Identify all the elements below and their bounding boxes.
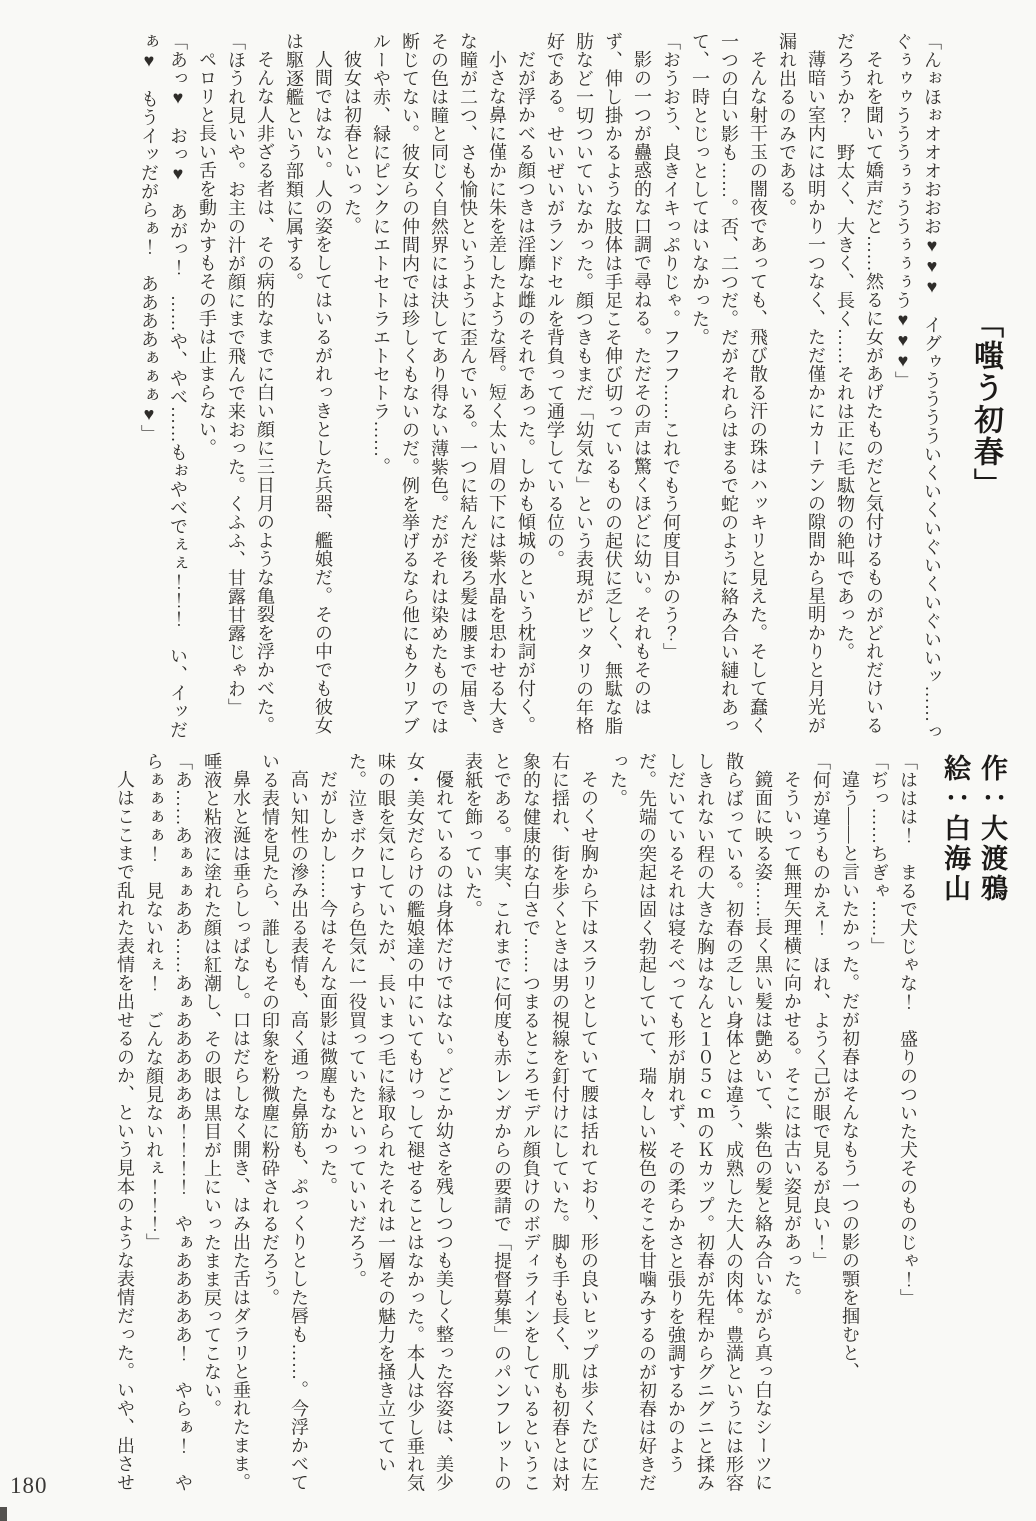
paragraph: 高い知性の滲み出る表情も、高く通った鼻筋も、ぷっくりとした唇も……。今浮かべている表情を見たら、誰しもその印象を粉微塵に粉砕されるだろう。 — [260, 752, 309, 1492]
paragraph: 鼻水と涎は垂らしっぱなし。口はだらしなく開き、はみ出た舌はダラリと垂れたまま。唾液と粘液に塗れた顔は紅潮し、その眼は黒目が上にいったまま戻ってこない。 — [202, 752, 251, 1492]
credit-author: 作：大渡鴉 — [977, 754, 1007, 904]
paragraph: 優れているのは身体だけではない。どこか幼さを残しつつも美しく整った容姿は、美少女・美女だらけの艦娘達の中にいてもけっして褪せることはなかった。本人は少し垂れ気味の眼を気にしていたが、長いまつ毛に縁取られたそれは一層その魅力を掻き立てていた。泣きボクロすら色気に一役買っていたといっていいだろう。 — [347, 752, 454, 1492]
story-section-top — [134, 32, 1014, 744]
page-number: 180 — [10, 1473, 48, 1498]
credit-artist: 絵：白海山 — [940, 754, 970, 904]
paragraph: 「ぢっ……ちぎゃ……」 — [869, 752, 889, 956]
paragraph: 薄暗い室内には明かり一つなく、ただ僅かにカーテンの隙間から星明かりと月光が漏れ出るのみである。 — [777, 32, 826, 735]
paragraph: それを聞いて嬌声だと……然るに女があげたものだと気付けるものがどれだけいるだろうか？ 野太く、大きく、長く……それは正に毛駄物の絶叫であった。 — [835, 32, 884, 735]
paragraph: ペロリと長い舌を動かすもその手は止まらない。 — [197, 50, 217, 457]
paragraph: 「ははは！ まるで犬じゃな！ 盛りのついた犬そのものじゃ！」 — [898, 752, 918, 1307]
paragraph: そういって無理矢理横に向かせる。そこには古い姿見があった。 — [782, 770, 802, 1307]
story-title: 「嗤う初春」 — [969, 308, 1002, 500]
paragraph: そんな射干玉の闇夜であっても、飛び散る汗の珠はハッキリと見えた。そして蠢く一つの白い影も……。否、二つだ。だがそれらはまるで蛇のように絡み合い縺れあって、一時とじっとしてはいなかった。 — [690, 32, 768, 735]
story-section-bottom — [110, 752, 1014, 1494]
paragraph: 「んぉほぉオオオおおお♥♥♥ イグゥうううういくいくいぐいくいぐいいッ……っぐぅゥゥうううぅぅううぅぅぅう♥♥♥」 — [893, 32, 942, 741]
credits — [936, 752, 1010, 1494]
paragraph: だがしかし……今はそんな面影は微塵もなかった。 — [318, 770, 338, 1196]
paragraph: 影の一つが蠱惑的な口調で尋ねる。ただその声は驚くほどに幼い。それもそのはず、伸し掛かるような肢体は手足こそ伸び切っているものの起伏に乏しく、無駄な脂肪など一切ついていなかった。顔つきもまだ「幼気な」という表現がピッタリの年格好である。せいぜいがランドセルを背負って通学している位の。 — [545, 32, 652, 735]
paragraph: 鏡面に映る姿……長く黒い髪は艶めいて、紫色の髪と絡み合いながら真っ白なシーツに散らばっている。初春の乏しい身体とは違う、成熟した大人の肉体。豊満というには形容しきれない程の大きな胸はなんと１０５ｃｍのＫカップ。初春が先程からグニグニと揉みしだいているそれは寝そべっても形が崩れず、その柔らかさと張りを強調するかのようだ。先端の突起は固く勃起していて、瑞々しい桜色のそこを甘噛みするのが初春は好きだった。 — [608, 752, 773, 1492]
paragraph: そんな人非ざる者は、その病的なまでに白い顔に三日月のような亀裂を浮かべた。 — [255, 50, 275, 735]
paragraph: だが浮かべる顔つきは淫靡な雌のそれであった。しかも傾城のという枕詞が付く。 — [516, 50, 536, 735]
paragraph: そのくせ胸から下はスラリとしていて腰は括れており、形の良いヒップは歩くたびに左右に揺れ、街を歩くときは男の視線を釘付けにしていた。脚も手も長く、肌も初春とは対象的な健康的な白さで……つまるところモデル顔負けのボディラインをしているということである。事実、これまでに何度も赤レンガからの要請で「提督募集」のパンフレットの表紙を飾っていた。 — [463, 752, 599, 1492]
paragraph: 人はここまで乱れた表情を出せるのか、という見本のような表情だった。いや、出させ — [115, 770, 135, 1492]
paragraph: 人間ではない。人の姿をしてはいるがれっきとした兵器、艦娘だ。その中でも彼女は駆逐艦という部類に属する。 — [284, 32, 333, 735]
story-body-bottom — [110, 752, 922, 1494]
paragraph: 違う——と言いたかった。だが初春はそんなもう一つの影の顎を掴むと、 — [840, 770, 860, 1381]
paragraph: 「あっ♥ おっ♥ あがっ！ ……や、やべ……もぉやべでぇぇ！！！ い、イッだぁ♥ もうイッだがらぁ！ ああああぁぁぁ♥」 — [139, 32, 188, 739]
paragraph: 小さな鼻に僅かに朱を差したような唇。短く太い眉の下には紫水晶を思わせる大きな瞳が二つ、さも愉快というように歪んでいる。一つに結んだ後ろ髪は腰まで届き、その色は瞳と同じく自然界には決してあり得ない薄紫色。だがそれは染めたものでは断じてない。彼女らの仲間内では珍しくもないのだ。例を挙げるなら他にもクリアブルーや赤、緑にピンクにエトセトラエトセトラ……。 — [371, 32, 507, 735]
story-body-top — [134, 32, 946, 744]
paragraph: 「何が違うものかえ！ ほれ、ようく己が眼で見るが良い！」 — [811, 752, 831, 1270]
paragraph: 「おうおう、良きイキっぷりじゃ。フフフ……これでもう何度目かのう？」 — [661, 32, 681, 661]
scan-artifact — [0, 1507, 7, 1521]
paragraph: 「あ……あぁぁぁああ……あぁああああああ！！！！ やぁあああああ！ やらぁ！ やらぁぁぁぁ！ 見ないれぇ！ ごんな顔見ないれぇ！！！」 — [144, 752, 193, 1492]
paragraph: 彼女は初春といった。 — [342, 50, 362, 235]
paragraph: 「ほうれ見いや。お主の汁が顔にまで飛んで来おった。くふふ、甘露甘露じゃわ」 — [226, 32, 246, 717]
